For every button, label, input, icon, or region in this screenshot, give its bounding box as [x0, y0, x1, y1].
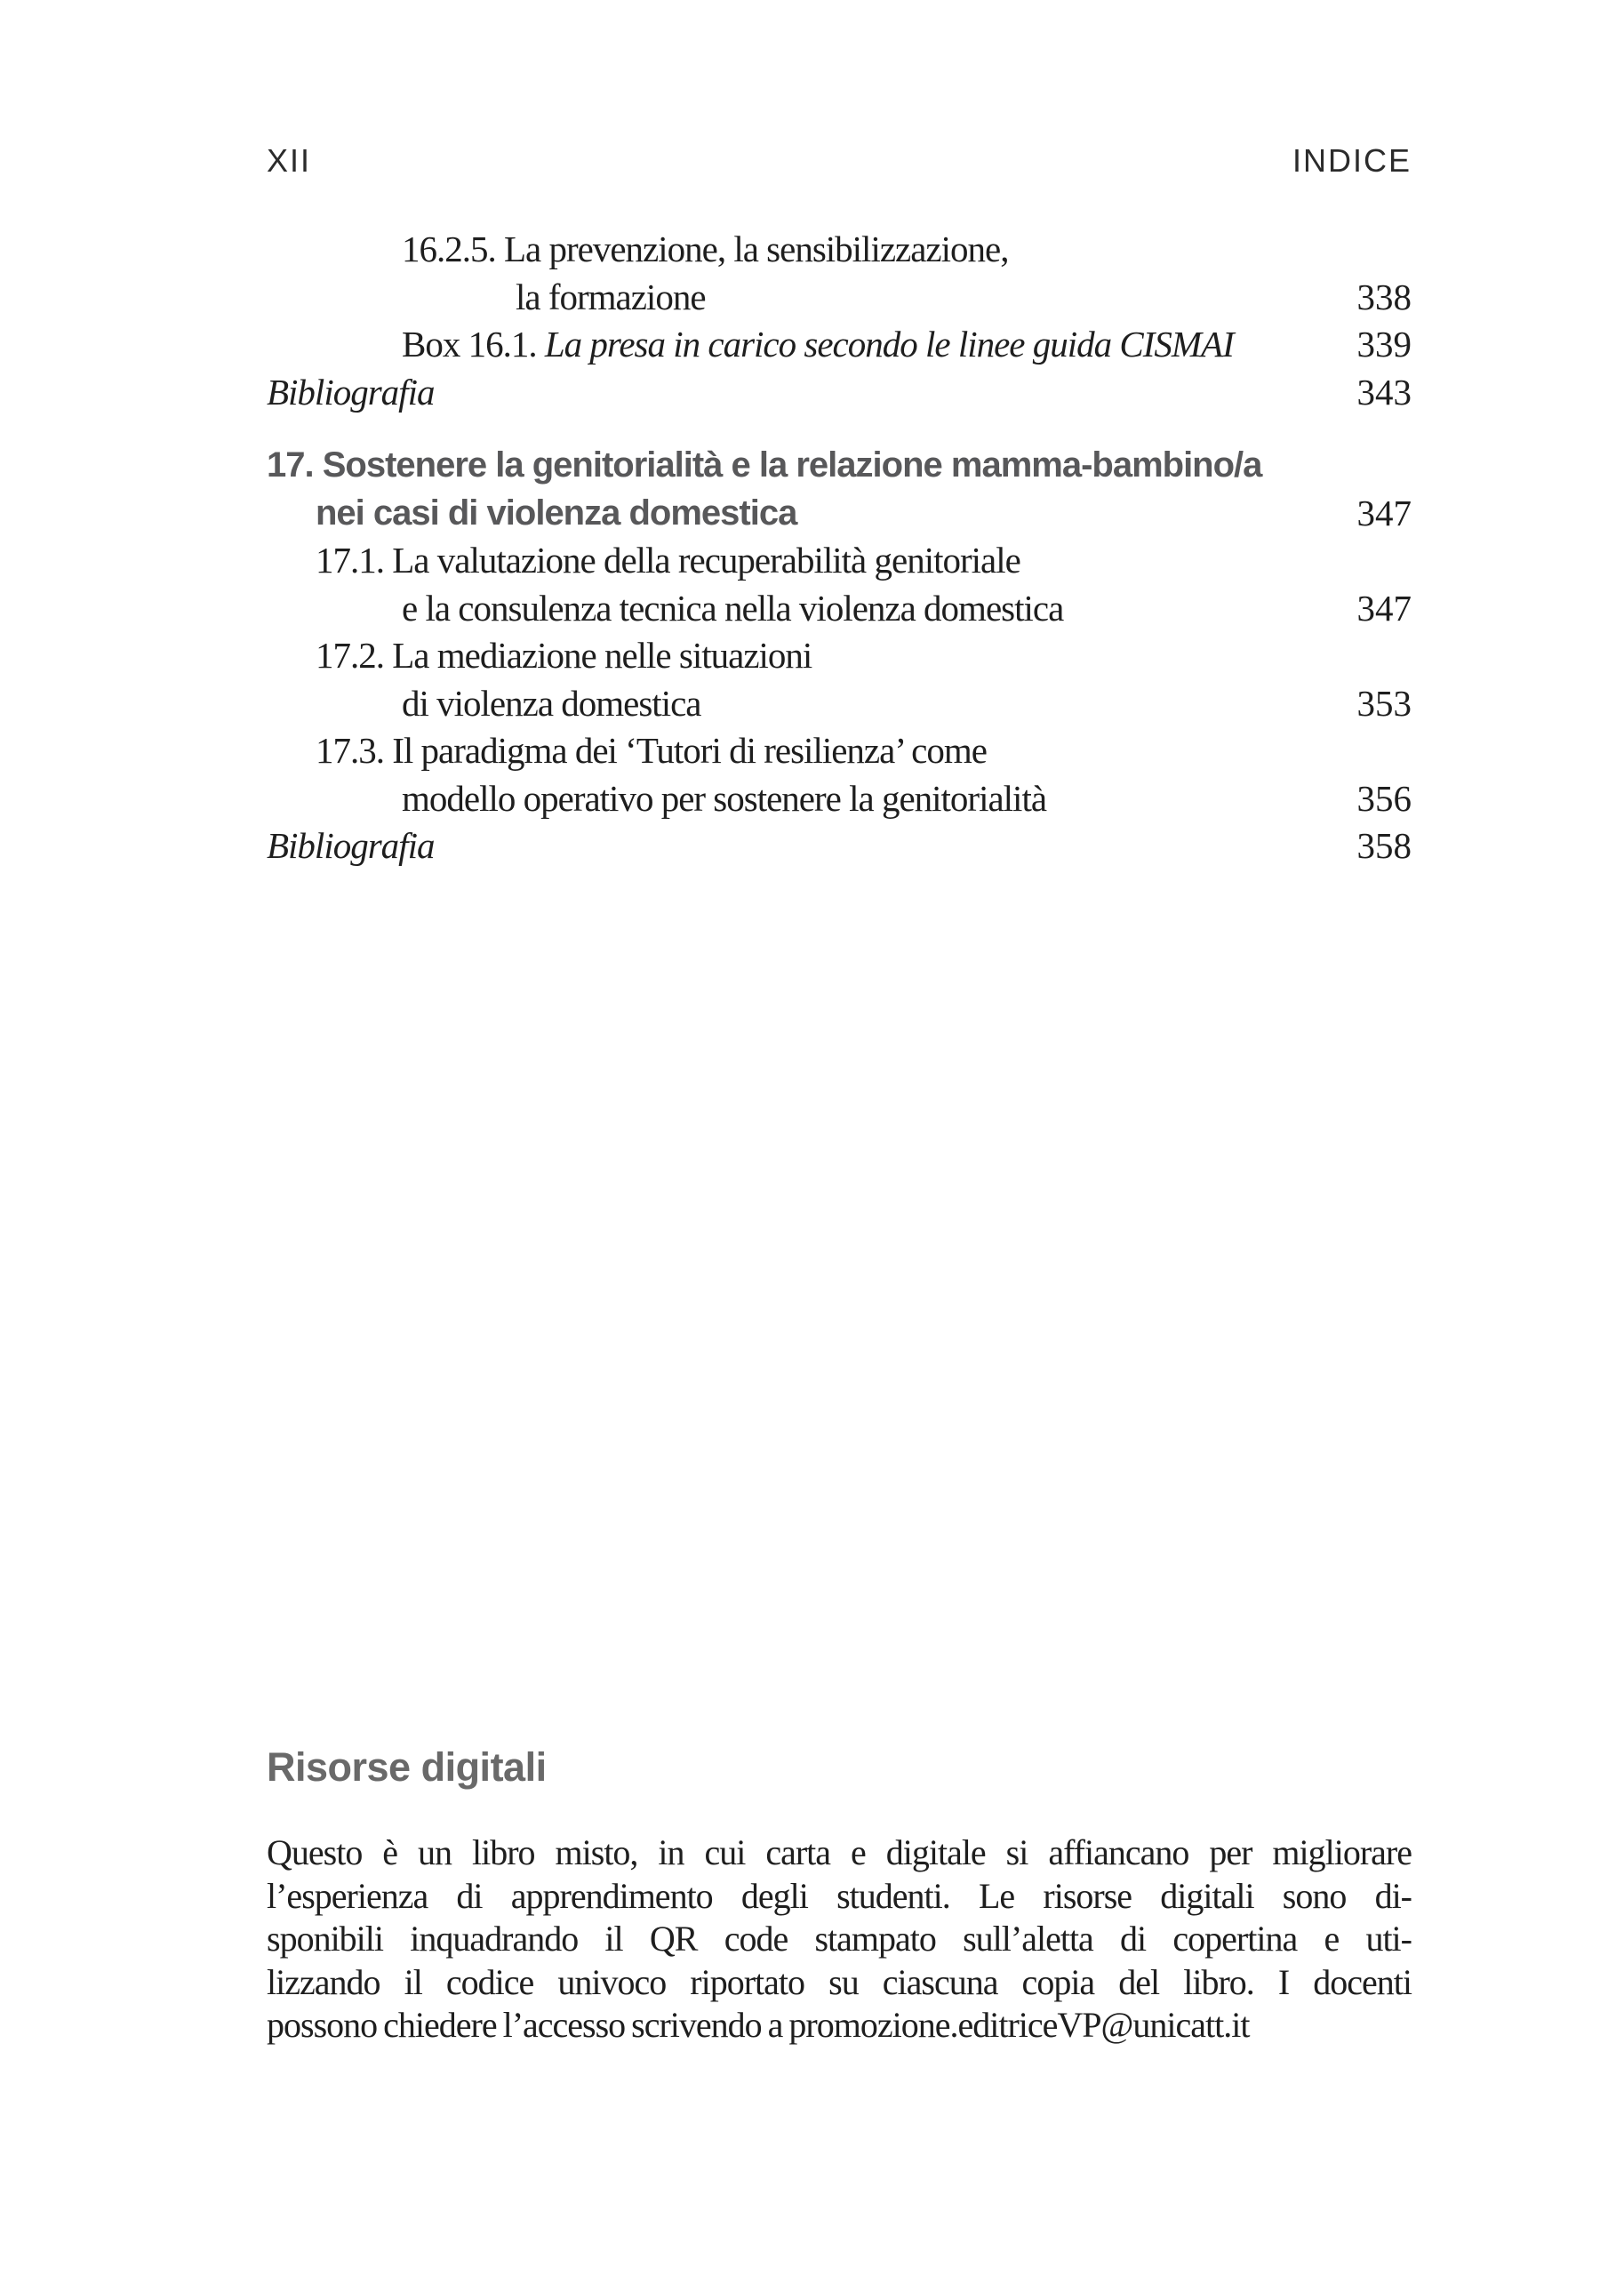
- paragraph-line: possono chiedere l’accesso scrivendo a promozione.editriceVP@unicatt.it: [267, 2005, 1250, 2046]
- paragraph-line: Questo è un libro misto, in cui carta e digitale si affiancano per migliorare: [267, 1832, 1412, 1872]
- toc-line: [316, 632, 1412, 680]
- toc-line-text: [267, 825, 434, 866]
- toc-line-text: [316, 635, 812, 676]
- toc-text-segment: modello operativo per sostenere la genitorialità: [402, 777, 1047, 819]
- toc-text-segment: Bibliografia: [267, 825, 435, 866]
- toc-text-segment: 17.3. Il paradigma dei ‘Tutori di resilienza’ come: [316, 730, 987, 771]
- toc-line-text: [316, 540, 1020, 581]
- toc-line: [402, 226, 1412, 274]
- toc-line: [402, 775, 1412, 823]
- paragraph-line: l’esperienza di apprendimento degli studenti. Le risorse digitali sono di-: [267, 1875, 1412, 1916]
- toc-line-text: [267, 372, 434, 413]
- toc-line: [402, 680, 1412, 728]
- toc-page-number: 358: [1356, 825, 1412, 866]
- toc-page-number: 356: [1356, 777, 1412, 819]
- toc-text-segment: e la consulenza tecnica nella violenza domestica: [402, 587, 1064, 629]
- toc-line: [516, 274, 1412, 322]
- toc-text-segment: di violenza domestica: [402, 682, 701, 724]
- toc-line: [402, 585, 1412, 633]
- toc-text-segment: 17.2. La mediazione nelle situazioni: [316, 635, 812, 676]
- toc-page-number: 339: [1356, 324, 1412, 365]
- toc-text-segment: 17. Sostenere la genitorialità e la relazione mamma-bambino/a: [267, 445, 1262, 485]
- toc-line-text: [516, 276, 706, 317]
- toc-line-text: [402, 683, 701, 724]
- toc-text-segment: 17.1. La valutazione della recuperabilità genitoriale: [316, 540, 1020, 581]
- toc-line: [402, 321, 1412, 369]
- digital-resources-paragraph: [267, 1831, 1412, 2048]
- toc-text-segment: La presa in carico secondo le linee guida CISMAI: [544, 324, 1234, 365]
- toc-line: [267, 822, 1412, 870]
- page-number-roman: XII: [267, 142, 312, 179]
- running-title: INDICE: [1292, 142, 1412, 179]
- toc-text-segment: nei casi di violenza domestica: [316, 493, 797, 533]
- toc-line: [316, 490, 1412, 538]
- paragraph-line: lizzando il codice univoco riportato su ciascuna copia del libro. I docenti: [267, 1961, 1412, 2002]
- toc-text-segment: Bibliografia: [267, 371, 435, 413]
- toc-page-number: 338: [1356, 276, 1412, 317]
- toc-line-text: [402, 324, 1234, 365]
- toc-page-number: 343: [1356, 371, 1412, 413]
- toc-line: [316, 727, 1412, 775]
- toc-text-segment: 16.2.5. La prevenzione, la sensibilizzazione,: [402, 228, 1009, 269]
- toc-line-text: [402, 588, 1063, 629]
- toc-line-text: [316, 493, 796, 533]
- toc-line-text: [402, 778, 1046, 819]
- toc-line: [267, 442, 1412, 490]
- toc-page-number: 347: [1356, 492, 1412, 533]
- toc-line-text: [402, 228, 1008, 269]
- toc-line-text: [267, 445, 1261, 485]
- paragraph-line: sponibili inquadrando il QR code stampato sull’aletta di copertina e uti-: [267, 1919, 1412, 1959]
- section-heading-risorse-digitali: Risorse digitali: [267, 1744, 547, 1790]
- toc-line-text: [316, 730, 987, 771]
- table-of-contents: [267, 226, 1412, 870]
- toc-text-segment: Box 16.1.: [402, 324, 545, 365]
- toc-page-number: 353: [1356, 682, 1412, 724]
- toc-line: [316, 537, 1412, 585]
- toc-text-segment: la formazione: [516, 276, 706, 317]
- toc-line: [267, 369, 1412, 417]
- toc-page-number: 347: [1356, 587, 1412, 629]
